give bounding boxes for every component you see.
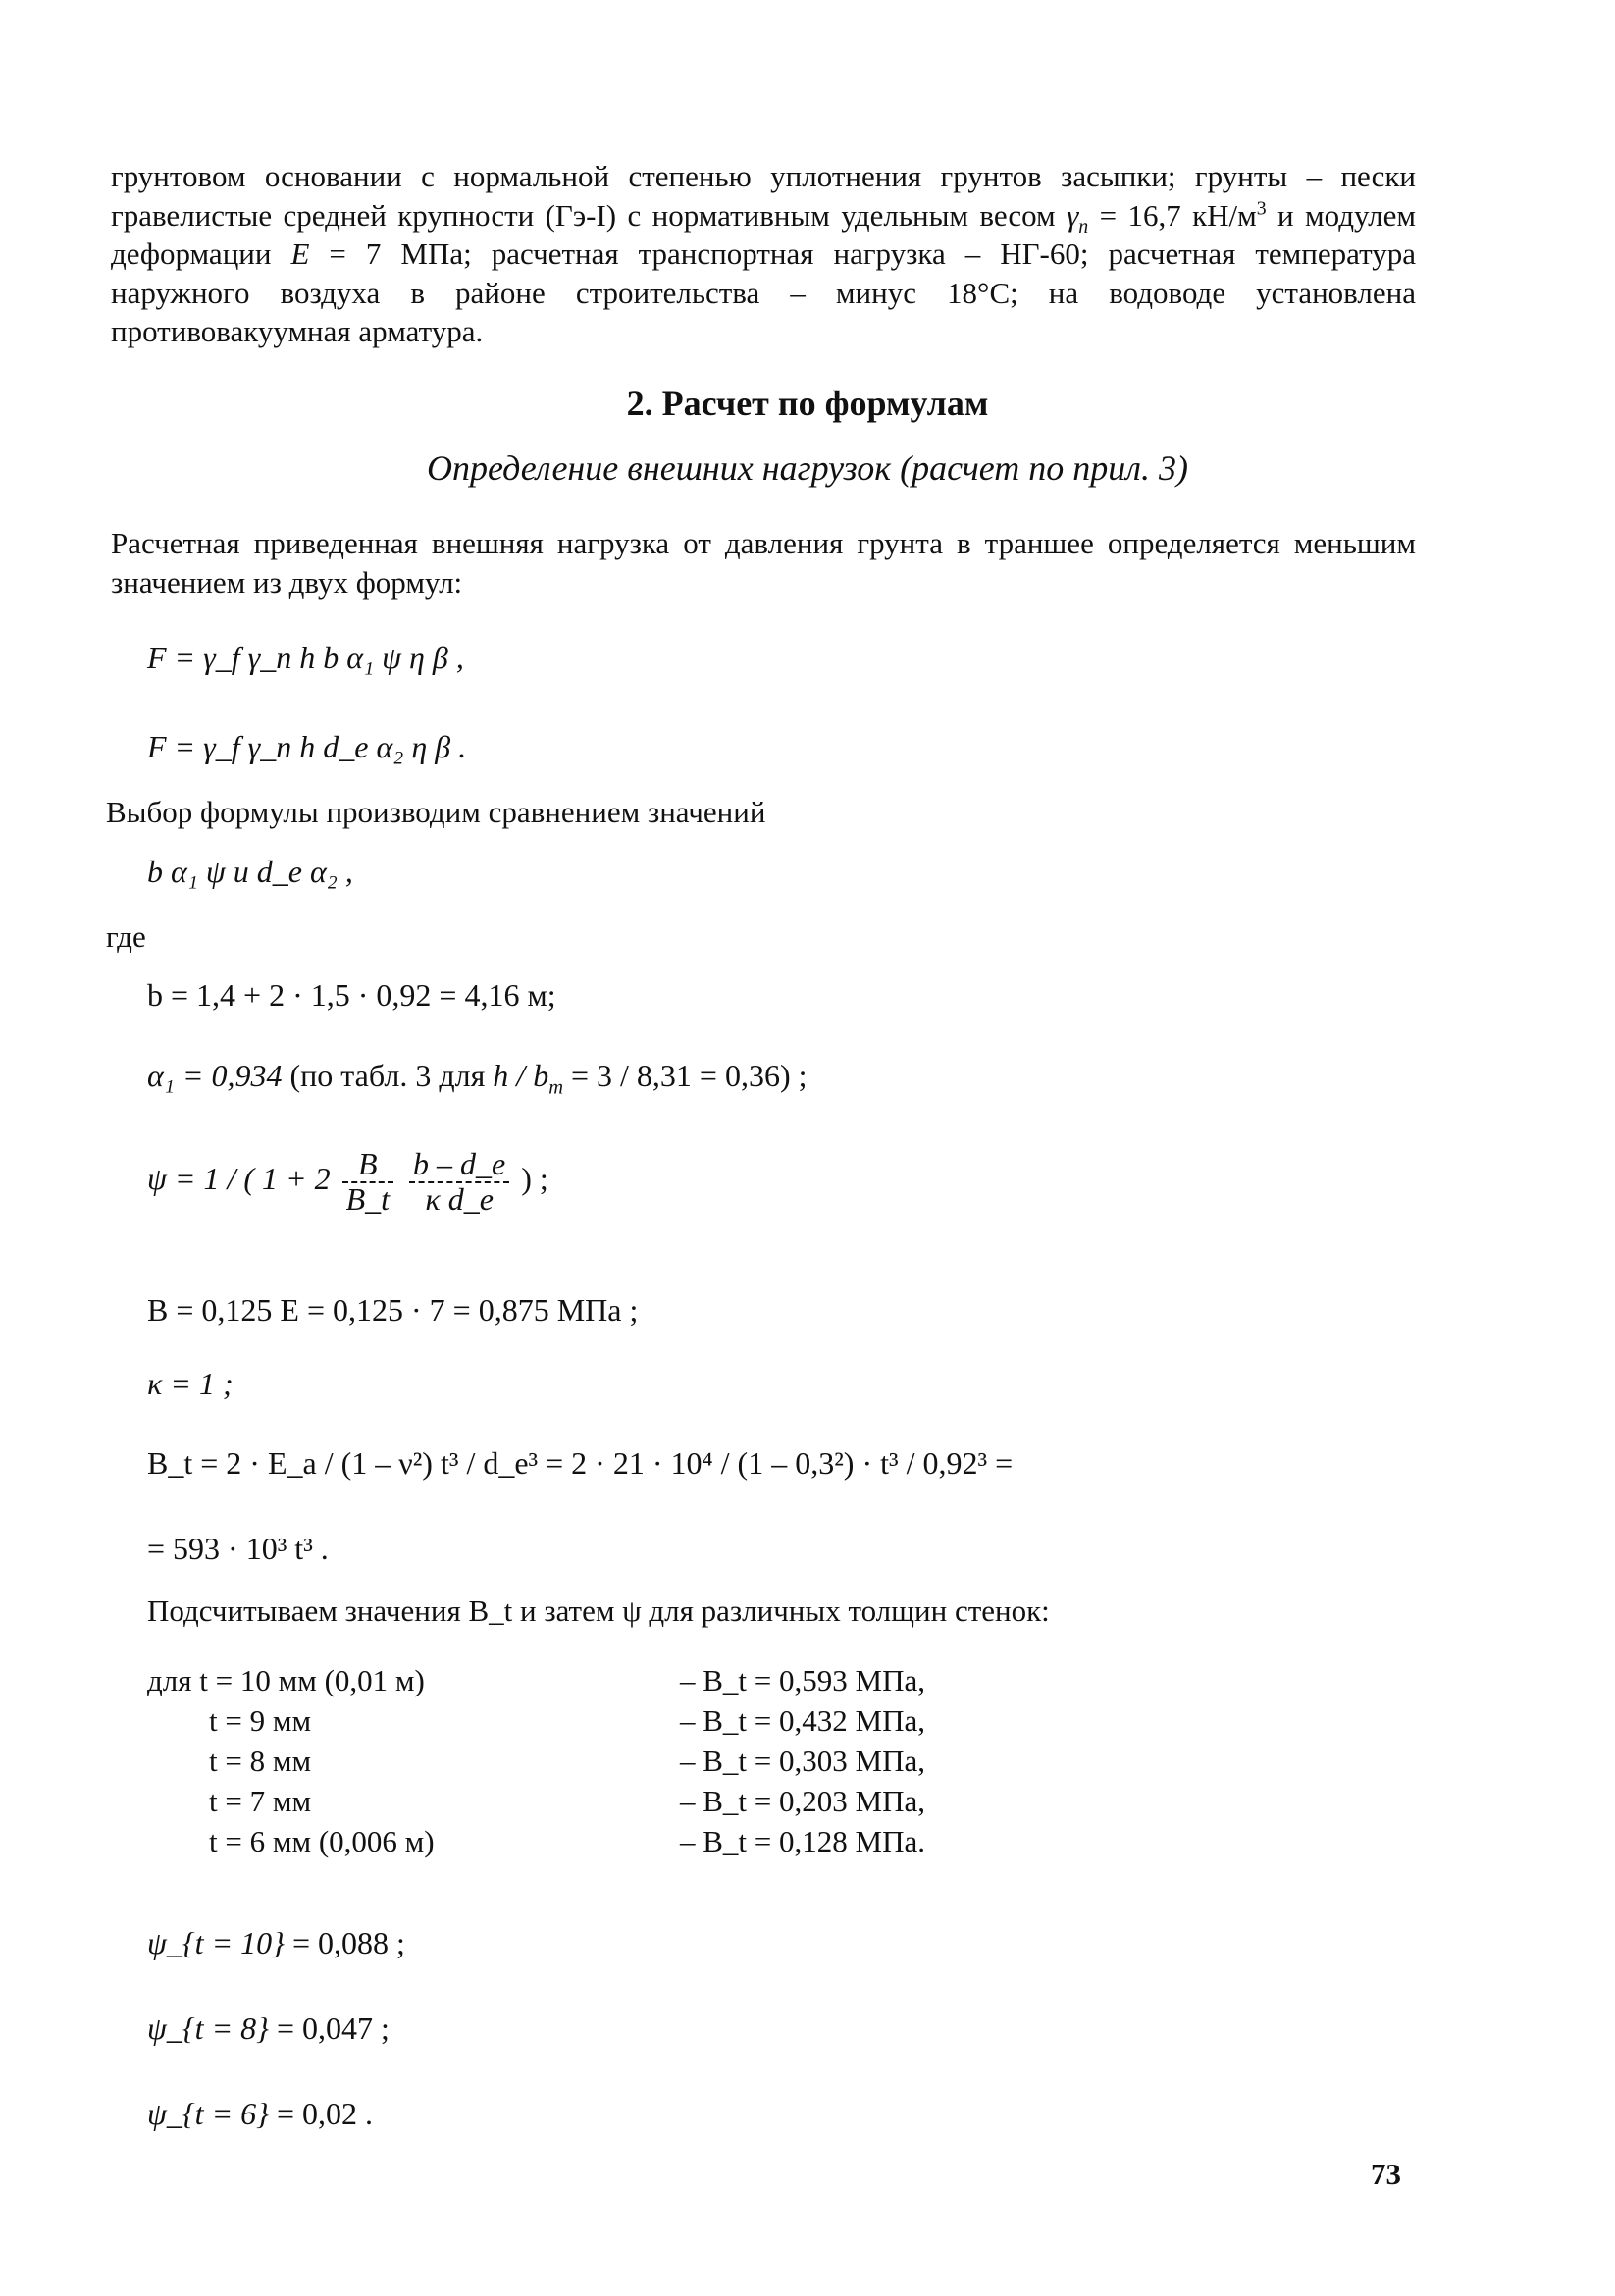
frac1-numerator: B: [342, 1148, 393, 1183]
thickness-cell: t = 7 мм: [209, 1784, 312, 1818]
alpha1-lhs: α₁ = 0,934: [147, 1058, 283, 1093]
gamma-n-sub: n: [1078, 215, 1089, 237]
bt-result: = 593 · 10³ t³ .: [147, 1531, 329, 1566]
alpha1-note-1: (по табл. 3 для: [282, 1058, 494, 1093]
thickness-table: [147, 1660, 1030, 1861]
frac2-numerator: b – d_e: [409, 1148, 509, 1183]
intro-text-1: грунтовом основании с нормальной степенью уплотнения грунтов засыпки; грунты – пески гравелистые средней крупности (Гэ-I) с нормативным удельным весом: [111, 159, 1416, 233]
frac1-denominator: B_t: [345, 1180, 391, 1217]
psi-tail: ) ;: [521, 1160, 548, 1196]
intro-text-2: = 16,7 кН/м: [1088, 197, 1257, 233]
bt-cell: – B_t = 0,593 МПа,: [680, 1663, 925, 1697]
gamma-n-symbol: γ: [1067, 197, 1079, 233]
intro-paragraph: [111, 157, 1416, 351]
formula-1-text: F = γ_f γ_n h b α₁ ψ η β ,: [147, 640, 464, 675]
formula-2: [147, 727, 466, 766]
psi-fraction-b-over-bt: [342, 1148, 393, 1216]
formula-1: [147, 638, 464, 677]
table-row: [147, 1700, 1030, 1741]
psi-value-t10: [147, 1923, 405, 1962]
calc-text: Подсчитываем значения B_t и затем ψ для различных толщин стенок:: [147, 1593, 1050, 1628]
psi-formula: [147, 1148, 548, 1216]
frac2-denominator: κ d_e: [425, 1180, 494, 1217]
subsection-heading: Определение внешних нагрузок (расчет по прил. 3): [427, 448, 1188, 488]
table-row: [147, 1741, 1030, 1781]
compare-expression: b α₁ ψ и d_e α₂ ,: [147, 854, 353, 889]
where-label: где: [106, 919, 146, 954]
b-modulus-equation: B = 0,125 E = 0,125 · 7 = 0,875 МПа ;: [147, 1292, 639, 1328]
load-paragraph: Расчетная приведенная внешняя нагрузка от давления грунта в траншее определяется меньшим значением из двух формул:: [111, 526, 1416, 600]
psi-value: = 0,047 ;: [276, 2010, 390, 2046]
thickness-cell: t = 9 мм: [209, 1703, 312, 1738]
thickness-cell: t = 8 мм: [209, 1744, 312, 1778]
table-row: [147, 1821, 1030, 1861]
psi-label: ψ_{t = 10}: [147, 1925, 285, 1960]
page-number: 73: [1371, 2157, 1401, 2191]
thickness-cell: t = 6 мм (0,006 м): [209, 1824, 435, 1858]
psi-value-t6: [147, 2094, 373, 2133]
intro-text-3: и модулем деформации: [111, 197, 1416, 272]
bt-cell: – B_t = 0,432 МПа,: [680, 1703, 925, 1738]
choice-text: Выбор формулы производим сравнением значений: [106, 795, 766, 829]
bt-cell: – B_t = 0,128 МПа.: [680, 1824, 925, 1858]
section-heading: 2. Расчет по формулам: [626, 384, 989, 423]
psi-value: = 0,088 ;: [291, 1925, 405, 1960]
alpha1-equation: α₁ = 0,934 (по табл. 3 для $h / b_m = 3 / 8,31 = 0,36$) ;: [147, 1058, 808, 1099]
psi-value-t8: [147, 2009, 390, 2048]
table-row: [147, 1781, 1030, 1821]
thickness-cell: для t = 10 мм (0,01 м): [147, 1663, 425, 1697]
psi-value: = 0,02 .: [276, 2096, 373, 2131]
psi-fraction-b-minus-de: [409, 1148, 509, 1216]
formula-2-text: F = γ_f γ_n h d_e α₂ η β .: [147, 729, 467, 764]
bt-cell: – B_t = 0,303 МПа,: [680, 1744, 925, 1778]
bt-cell: – B_t = 0,203 МПа,: [680, 1784, 925, 1818]
intro-text-2-sup: 3: [1256, 197, 1267, 220]
e-symbol: E: [290, 236, 310, 272]
intro-text-4: = 7 МПа; расчетная транспортная нагрузка – НГ-60; расчетная температура наружного воздуха в районе строительства – минус 18°С; на водоводе установлена противовакуумная арматура.: [111, 236, 1417, 349]
psi-label: ψ_{t = 8}: [147, 2010, 269, 2046]
psi-lhs: ψ = 1 / ( 1 + 2: [147, 1160, 331, 1196]
table-row: [147, 1660, 1030, 1700]
psi-label: ψ_{t = 6}: [147, 2096, 269, 2131]
b-equation: b = 1,4 + 2 · 1,5 · 0,92 = 4,16 м;: [147, 977, 556, 1013]
alpha1-tail: ;: [790, 1058, 808, 1093]
alpha1-note-2: = 3 / 8,31 = 0,36): [562, 1058, 791, 1093]
bt-formula: B_t = 2 · E_a / (1 – ν²) t³ / d_e³ = 2 · 21 · 10⁴ / (1 – 0,3²) · t³ / 0,92³ =: [147, 1445, 1014, 1481]
kappa-equation: κ = 1 ;: [147, 1366, 234, 1401]
